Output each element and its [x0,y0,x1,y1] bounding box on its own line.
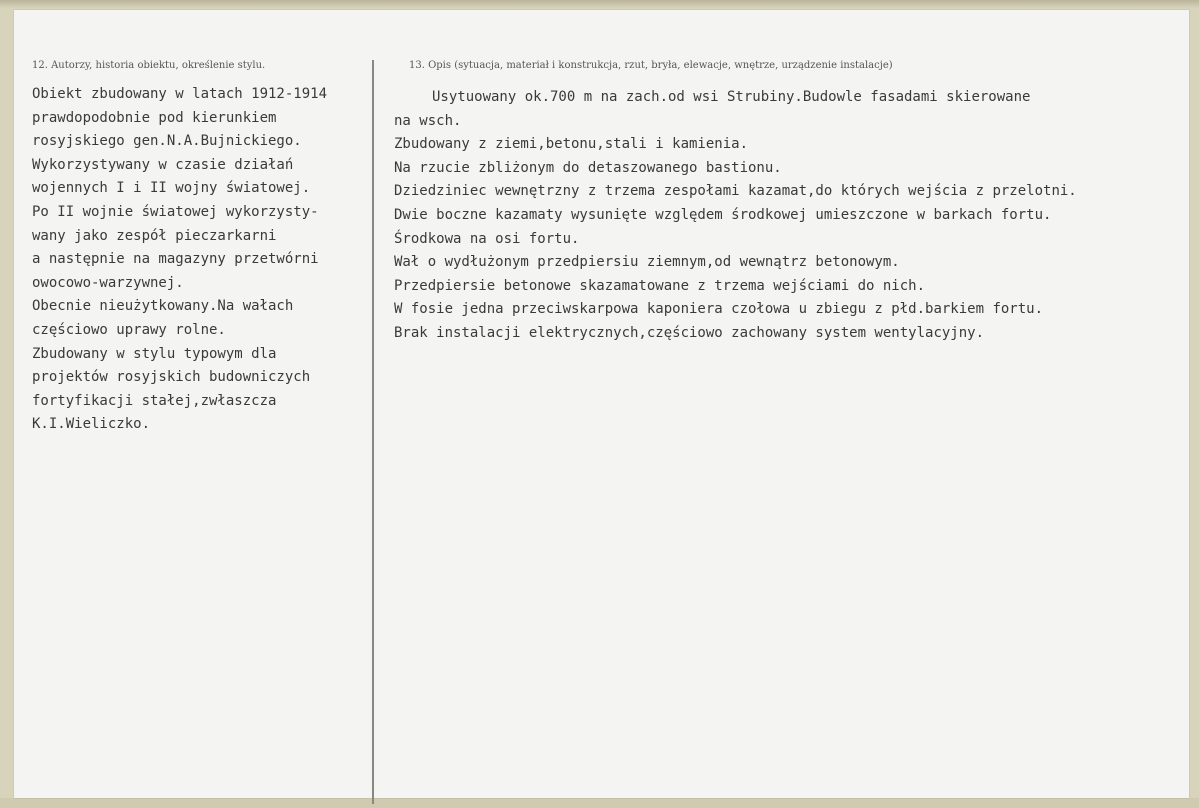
history-line: fortyfikacji stałej,zwłaszcza [32,392,277,409]
column-divider [372,60,374,804]
history-line: owocowo-warzywnej. [32,274,184,291]
paper-sheet [14,10,1189,798]
history-line: Zbudowany w stylu typowym dla [32,345,277,362]
description-line: na wsch. [394,112,462,129]
history-line: Wykorzystywany w czasie działań [32,156,294,173]
history-line: Obecnie nieużytkowany.Na wałach [32,298,294,315]
scan-bottom-edge [0,798,1199,808]
description-line: Na rzucie zbliżonym do detaszowanego bastionu. [394,159,782,176]
description-line: Środkowa na osi fortu. [394,230,580,247]
history-text [32,83,327,437]
description-line: W fosie jedna przeciwskarpowa kaponiera czołowa u zbiegu z płd.barkiem fortu. [394,301,1044,318]
description-line: Brak instalacji elektrycznych,częściowo zachowany system wentylacyjny. [394,324,985,341]
history-line: częściowo uprawy rolne. [32,321,226,338]
description-line: Wał o wydłużonym przedpiersiu ziemnym,od wewnątrz betonowym. [394,254,900,271]
description-line: Dziedziniec wewnętrzny z trzema zespołami kazamat,do których wejścia z przelotni. [394,183,1077,200]
history-line: projektów rosyjskich budowniczych [32,369,311,386]
history-line: a następnie na magazyny przetwórni [32,251,319,268]
field-12-heading: 12. Autorzy, historia obiektu, określenie stylu. [32,60,266,71]
description-line: Usytuowany ok.700 m na zach.od wsi Strubiny.Budowle fasadami skierowane [432,89,1031,105]
description-text [394,86,1077,346]
history-line: wojennych I i II wojny światowej. [32,180,311,197]
history-line: K.I.Wieliczko. [32,416,151,433]
description-line: Przedpiersie betonowe skazamatowane z trzema wejściami do nich. [394,277,926,294]
history-line: prawdopodobnie pod kierunkiem [32,109,277,126]
scan-top-edge [0,0,1199,8]
history-line: rosyjskiego gen.N.A.Bujnickiego. [32,133,302,150]
history-line: Obiekt zbudowany w latach 1912-1914 [32,86,328,102]
history-line: Po II wojnie światowej wykorzysty- [32,203,319,220]
history-line: wany jako zespół pieczarkarni [32,227,277,244]
description-line: Dwie boczne kazamaty wysunięte względem środkowej umieszczone w barkach fortu. [394,206,1052,223]
field-13-heading: 13. Opis (sytuacja, materiał i konstrukcja, rzut, bryła, elewacje, wnętrze, urządzenie instalacje) [409,60,893,71]
description-line: Zbudowany z ziemi,betonu,stali i kamienia. [394,136,749,153]
